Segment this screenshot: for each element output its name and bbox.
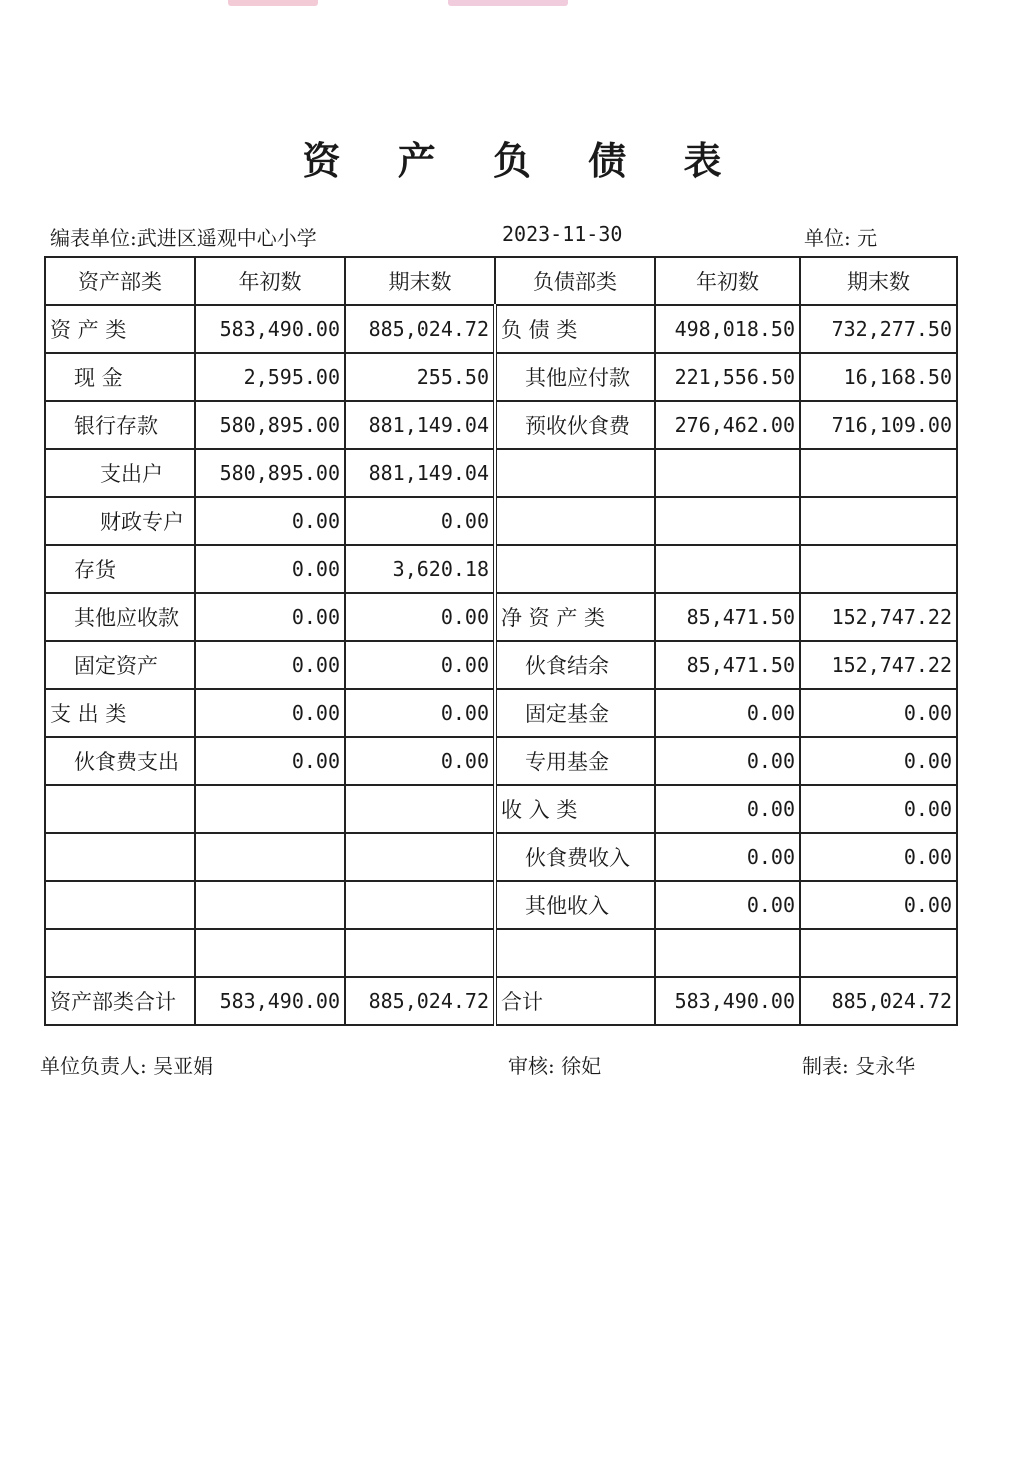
tape-strip: [448, 0, 568, 6]
balance-sheet-table: [44, 256, 958, 1026]
asset-end-value: 881,149.04: [345, 449, 495, 497]
liability-label: 其他收入: [495, 881, 655, 929]
liability-total-begin: 583,490.00: [655, 977, 800, 1025]
asset-begin-value: 0.00: [195, 545, 345, 593]
asset-label: 现 金: [45, 353, 195, 401]
asset-begin-value: [195, 833, 345, 881]
table-row: [45, 545, 957, 593]
liability-end-value: 152,747.22: [800, 641, 957, 689]
asset-label: 支出户: [45, 449, 195, 497]
liability-begin-value: 498,018.50: [655, 305, 800, 353]
asset-end-value: 881,149.04: [345, 401, 495, 449]
asset-label: [45, 929, 195, 977]
asset-label: 银行存款: [45, 401, 195, 449]
asset-label: 固定资产: [45, 641, 195, 689]
asset-begin-value: 0.00: [195, 689, 345, 737]
liability-end-value: [800, 545, 957, 593]
asset-begin-value: 0.00: [195, 593, 345, 641]
liability-end-value: 0.00: [800, 689, 957, 737]
reviewer: 审核: 徐妃: [508, 1054, 602, 1078]
table-row: [45, 929, 957, 977]
asset-end-value: [345, 833, 495, 881]
table-row: [45, 833, 957, 881]
unit-name: 编表单位:武进区遥观中心小学: [50, 226, 317, 250]
page-title: 资 产 负 债 表: [302, 138, 744, 183]
liability-label: 收 入 类: [495, 785, 655, 833]
liability-label: [495, 449, 655, 497]
liability-end-value: 0.00: [800, 881, 957, 929]
liability-label: [495, 929, 655, 977]
asset-begin-value: [195, 785, 345, 833]
col-header-liability-begin: 年初数: [655, 257, 800, 305]
asset-label: [45, 833, 195, 881]
asset-total-end: 885,024.72: [345, 977, 495, 1025]
col-header-asset-end: 期末数: [345, 257, 495, 305]
asset-begin-value: [195, 881, 345, 929]
liability-label: [495, 545, 655, 593]
liability-end-value: 0.00: [800, 785, 957, 833]
liability-begin-value: 276,462.00: [655, 401, 800, 449]
col-header-asset-begin: 年初数: [195, 257, 345, 305]
asset-label: 财政专户: [45, 497, 195, 545]
currency-unit: 单位: 元: [804, 226, 878, 250]
col-header-liability-end: 期末数: [800, 257, 957, 305]
liability-begin-value: 0.00: [655, 689, 800, 737]
preparer: 制表: 殳永华: [802, 1054, 916, 1078]
asset-label: 资 产 类: [45, 305, 195, 353]
liability-label: 预收伙食费: [495, 401, 655, 449]
liability-end-value: [800, 929, 957, 977]
asset-end-value: [345, 929, 495, 977]
liability-total-end: 885,024.72: [800, 977, 957, 1025]
liability-label: 负 债 类: [495, 305, 655, 353]
liability-label: 净 资 产 类: [495, 593, 655, 641]
liability-end-value: 16,168.50: [800, 353, 957, 401]
table-row: [45, 737, 957, 785]
liability-end-value: [800, 449, 957, 497]
asset-begin-value: [195, 929, 345, 977]
asset-end-value: 0.00: [345, 689, 495, 737]
liability-label: 固定基金: [495, 689, 655, 737]
table-row: [45, 641, 957, 689]
liability-end-value: 716,109.00: [800, 401, 957, 449]
asset-label: [45, 785, 195, 833]
asset-begin-value: 580,895.00: [195, 401, 345, 449]
liability-begin-value: [655, 929, 800, 977]
asset-end-value: 0.00: [345, 641, 495, 689]
table-row: [45, 449, 957, 497]
asset-end-value: [345, 881, 495, 929]
asset-end-value: 885,024.72: [345, 305, 495, 353]
col-header-liability-category: 负债部类: [495, 257, 655, 305]
liability-begin-value: 0.00: [655, 785, 800, 833]
totals-row: [45, 977, 957, 1025]
asset-begin-value: 0.00: [195, 497, 345, 545]
asset-end-value: 255.50: [345, 353, 495, 401]
asset-label: 伙食费支出: [45, 737, 195, 785]
table-row: [45, 689, 957, 737]
liability-begin-value: 0.00: [655, 881, 800, 929]
table-row: [45, 785, 957, 833]
table-row: [45, 353, 957, 401]
asset-begin-value: 0.00: [195, 737, 345, 785]
liability-begin-value: [655, 497, 800, 545]
asset-label: 存货: [45, 545, 195, 593]
asset-end-value: 0.00: [345, 593, 495, 641]
asset-label: 其他应收款: [45, 593, 195, 641]
liability-end-value: [800, 497, 957, 545]
asset-label: 支 出 类: [45, 689, 195, 737]
liability-begin-value: 85,471.50: [655, 641, 800, 689]
report-date: 2023-11-30: [502, 222, 623, 246]
asset-begin-value: 2,595.00: [195, 353, 345, 401]
table-row: [45, 593, 957, 641]
asset-label: [45, 881, 195, 929]
asset-end-value: 0.00: [345, 737, 495, 785]
tape-strip: [228, 0, 318, 6]
liability-end-value: 152,747.22: [800, 593, 957, 641]
asset-end-value: 3,620.18: [345, 545, 495, 593]
table-row: [45, 881, 957, 929]
asset-total-label: 资产部类合计: [45, 977, 195, 1025]
responsible-person: 单位负责人: 吴亚娟: [40, 1054, 214, 1078]
liability-begin-value: [655, 449, 800, 497]
header-row: [45, 257, 957, 305]
table-row: [45, 401, 957, 449]
asset-end-value: 0.00: [345, 497, 495, 545]
asset-begin-value: 0.00: [195, 641, 345, 689]
asset-begin-value: 583,490.00: [195, 305, 345, 353]
liability-label: 伙食费收入: [495, 833, 655, 881]
liability-begin-value: 85,471.50: [655, 593, 800, 641]
liability-begin-value: [655, 545, 800, 593]
liability-end-value: 732,277.50: [800, 305, 957, 353]
liability-begin-value: 0.00: [655, 833, 800, 881]
liability-begin-value: 221,556.50: [655, 353, 800, 401]
table-row: [45, 305, 957, 353]
liability-label: 其他应付款: [495, 353, 655, 401]
col-header-asset-category: 资产部类: [45, 257, 195, 305]
asset-end-value: [345, 785, 495, 833]
liability-total-label: 合计: [495, 977, 655, 1025]
liability-end-value: 0.00: [800, 833, 957, 881]
liability-label: [495, 497, 655, 545]
table-row: [45, 497, 957, 545]
asset-total-begin: 583,490.00: [195, 977, 345, 1025]
liability-label: 专用基金: [495, 737, 655, 785]
asset-begin-value: 580,895.00: [195, 449, 345, 497]
liability-end-value: 0.00: [800, 737, 957, 785]
liability-label: 伙食结余: [495, 641, 655, 689]
liability-begin-value: 0.00: [655, 737, 800, 785]
